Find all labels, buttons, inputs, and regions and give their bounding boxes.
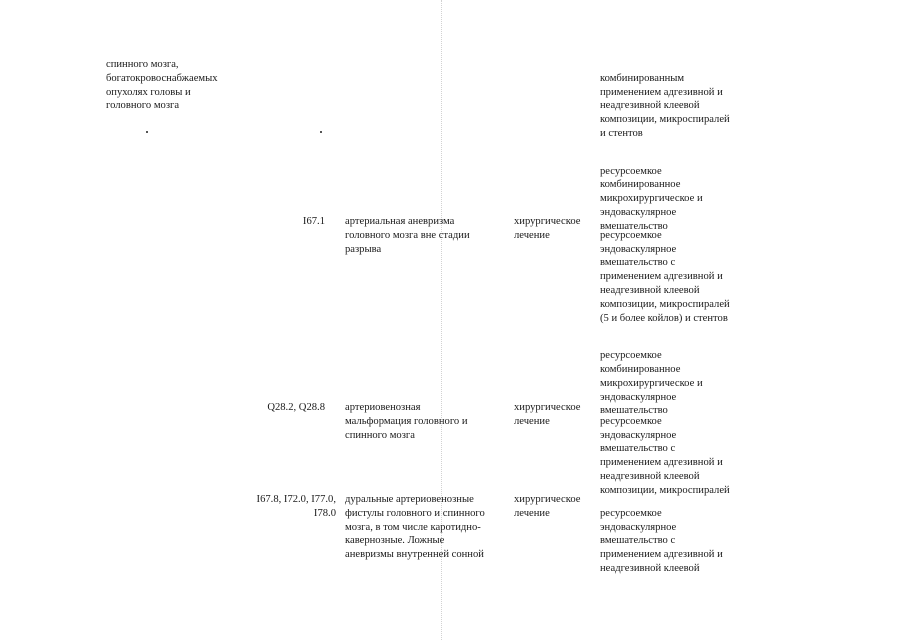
diagnosis-cell-0: спинного мозга, богатокровоснабжаемых опухолях головы и головного мозга (106, 59, 218, 112)
diagnosis-cell-3: дуральные артериовенозные фистулы головного и спинного мозга, в том числе каротидно- кавернозные. Ложные аневризмы внутренней сонной (345, 494, 485, 561)
methods-cell-1 (600, 215, 890, 432)
method-text-3-0: ресурсоемкое эндоваскулярное вмешательство с применением адгезивной и неадгезивной клеевой (600, 507, 723, 574)
method-text-2-0: ресурсоемкое эндоваскулярное вмешательство с применением адгезивной и неадгезивной клеевой композиции, микроспиралей (600, 415, 730, 496)
treatment-cell-1: хирургическое лечение (514, 216, 581, 241)
code-cell-3: I67.8, I72.0, I77.0, I78.0 (256, 494, 336, 519)
scan-speck (146, 131, 148, 133)
method-text-0-0: комбинированным применением адгезивной и неадгезивной клеевой композиции, микроспиралей и стентов (600, 72, 730, 139)
treatment-cell-3: хирургическое лечение (514, 494, 581, 519)
method-text-1-1: ресурсоемкое комбинированное микрохирургическое и эндоваскулярное вмешательство (600, 350, 703, 417)
methods-cell-3 (600, 493, 890, 590)
diagnosis-cell-1: артериальная аневризма головного мозга вне стадии разрыва (345, 216, 470, 255)
diagnosis-cell-2: артериовенозная мальформация головного и спинного мозга (345, 402, 468, 441)
treatment-cell-2: хирургическое лечение (514, 402, 581, 427)
code-cell-2: Q28.2, Q28.8 (267, 402, 325, 413)
method-text-0-1: ресурсоемкое комбинированное микрохирургическое и эндоваскулярное вмешательство (600, 165, 703, 232)
method-text-1-0: ресурсоемкое эндоваскулярное вмешательство с применением адгезивной и неадгезивной клеевой композиции, микроспиралей (5 и более койлов) и стентов (600, 229, 730, 324)
code-cell-1: I67.1 (302, 216, 325, 227)
scan-speck (320, 131, 322, 133)
